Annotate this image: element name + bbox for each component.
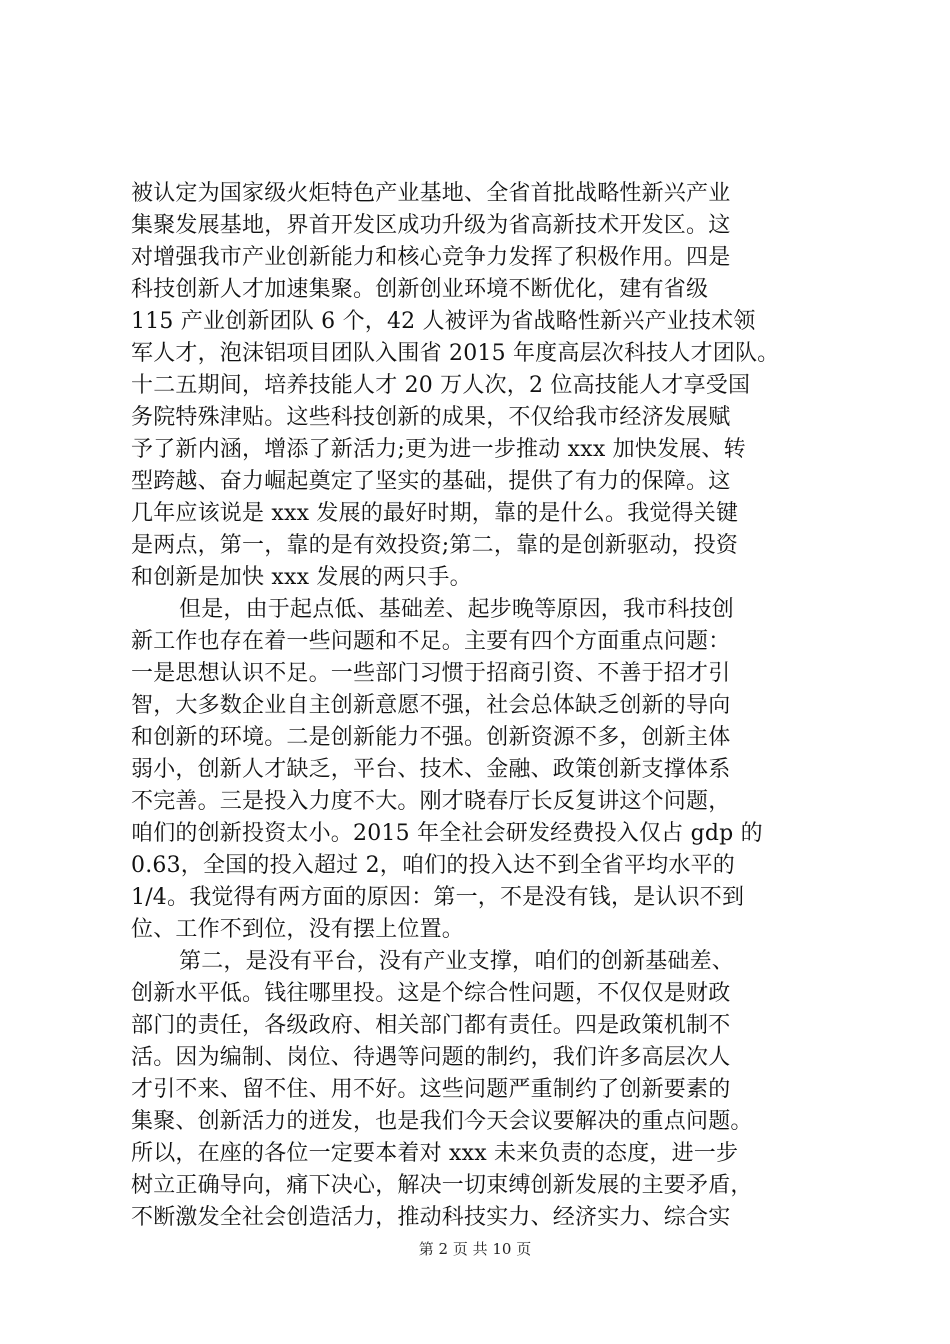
text-line: 务院特殊津贴。这些科技创新的成果，不仅给我市经济发展赋 [131,405,731,430]
text-line: 115 产业创新团队 6 个，42 人被评为省战略性新兴产业技术领 [131,309,756,334]
paragraph-start-line: 但是，由于起点低、基础差、起步晚等原因，我市科技创 [179,597,735,622]
text-line: 一是思想认识不足。一些部门习惯于招商引资、不善于招才引 [131,661,731,686]
text-line: 所以，在座的各位一定要本着对 xxx 未来负责的态度，进一步 [131,1141,739,1166]
text-line: 予了新内涵，增添了新活力;更为进一步推动 xxx 加快发展、转 [131,437,746,462]
text-line: 对增强我市产业创新能力和核心竞争力发挥了积极作用。四是 [131,245,731,270]
text-line: 部门的责任，各级政府、相关部门都有责任。四是政策机制不 [131,1013,731,1038]
text-line: 位、工作不到位，没有摆上位置。 [131,917,465,942]
text-line: 才引不来、留不住、用不好。这些问题严重制约了创新要素的 [131,1077,731,1102]
text-line: 不完善。三是投入力度不大。刚才晓春厅长反复讲这个问题， [131,789,731,814]
text-line: 不断激发全社会创造活力，推动科技实力、经济实力、综合实 [131,1205,731,1230]
text-line: 1/4。我觉得有两方面的原因：第一，不是没有钱，是认识不到 [131,885,745,910]
text-line: 和创新是加快 xxx 发展的两只手。 [131,565,472,590]
text-line: 0.63，全国的投入超过 2，咱们的投入达不到全省平均水平的 [131,853,735,878]
text-line: 智，大多数企业自主创新意愿不强，社会总体缺乏创新的导向 [131,693,731,718]
text-line: 几年应该说是 xxx 发展的最好时期，靠的是什么。我觉得关键 [131,501,739,526]
document-body [131,178,851,1234]
text-line: 和创新的环境。二是创新能力不强。创新资源不多，创新主体 [131,725,731,750]
paragraph-start-line: 第二，是没有平台，没有产业支撑，咱们的创新基础差、 [179,949,735,974]
text-line: 被认定为国家级火炬特色产业基地、全省首批战略性新兴产业 [131,181,731,206]
page-footer [0,1239,950,1259]
text-line: 树立正确导向，痛下决心，解决一切束缚创新发展的主要矛盾， [131,1173,753,1198]
text-line: 型跨越、奋力崛起奠定了坚实的基础，提供了有力的保障。这 [131,469,731,494]
page-number-indicator: 第 2 页 共 10 页 [418,1240,532,1258]
text-line: 集聚发展基地，界首开发区成功升级为省高新技术开发区。这 [131,213,731,238]
text-line: 创新水平低。钱往哪里投。这是个综合性问题，不仅仅是财政 [131,981,731,1006]
text-line: 是两点，第一，靠的是有效投资;第二，靠的是创新驱动，投资 [131,533,739,558]
text-line: 十二五期间，培养技能人才 20 万人次，2 位高技能人才享受国 [131,373,751,398]
text-line: 科技创新人才加速集聚。创新创业环境不断优化，建有省级 [131,277,709,302]
text-line: 新工作也存在着一些问题和不足。主要有四个方面重点问题： [131,629,731,654]
text-line: 弱小，创新人才缺乏，平台、技术、金融、政策创新支撑体系 [131,757,731,782]
text-line: 咱们的创新投资太小。2015 年全社会研发经费投入仅占 gdp 的 [131,821,763,846]
text-line: 活。因为编制、岗位、待遇等问题的制约，我们许多高层次人 [131,1045,731,1070]
text-line: 军人才，泡沫铝项目团队入围省 2015 年度高层次科技人才团队。 [131,341,780,366]
text-line: 集聚、创新活力的迸发，也是我们今天会议要解决的重点问题。 [131,1109,753,1134]
